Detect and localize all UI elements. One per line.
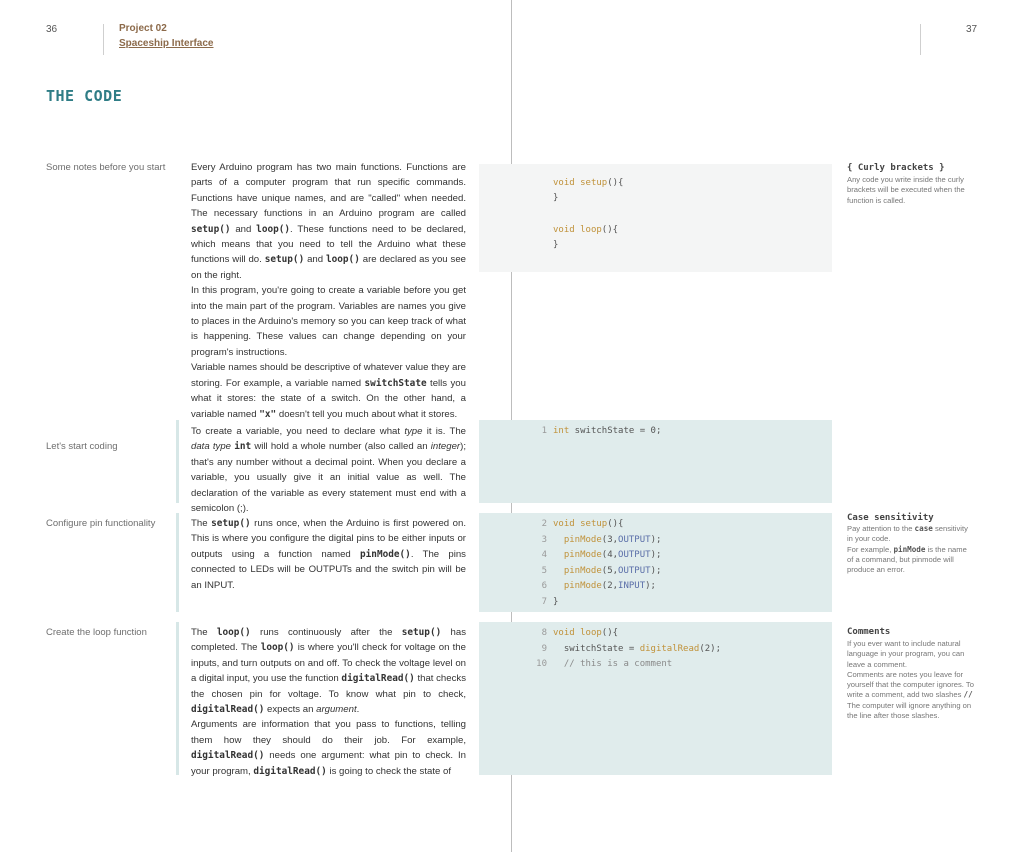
code-token: pinMode <box>563 550 602 560</box>
text-run: and <box>230 223 257 235</box>
inline-code: loop() <box>216 627 251 638</box>
code-token: ); <box>650 550 662 560</box>
side-label-start: Let's start coding <box>46 441 118 452</box>
code-token <box>553 581 564 591</box>
code-token: setup <box>580 519 608 529</box>
inline-code: switchState <box>364 377 427 389</box>
code-token: (3, <box>601 534 619 545</box>
code-token: } <box>553 596 559 607</box>
section-bar-start <box>176 420 179 503</box>
text-run: ); that's any number without a decimal point. When you declare a variable, you usually give it an initial value as well. The declaration of the variable as every statement must end with a semicolon (;). <box>191 441 466 515</box>
text-run: . These functions need to be declared, which means that you need to tell the Arduino what these functions will do. <box>191 223 467 266</box>
text-run: Every Arduino program has two main functions. Functions are parts of a computer program that run specific commands. Functions have unique names, and are "called" when needed. The necessary functions in an Arduino program are called <box>191 162 466 220</box>
note-text-curly <box>847 175 975 206</box>
body-notes <box>191 160 466 422</box>
text-run: is where you'll check for voltage on the inputs, and turn outputs on and off. To check the voltage level on a digital input, you use the function <box>191 642 466 685</box>
code-token: switchState = <box>553 643 640 654</box>
inline-code: // <box>963 690 973 700</box>
text-run: and <box>304 254 326 266</box>
text-run: is going to check the state of <box>326 765 452 777</box>
code-line <box>479 564 832 579</box>
paragraph <box>191 516 466 593</box>
code-token: ); <box>650 534 662 545</box>
inline-code: digitalRead() <box>191 704 265 716</box>
code-token: pinMode <box>563 581 602 591</box>
code-line <box>479 657 832 672</box>
text-run: Pay attention to the <box>847 524 915 533</box>
code-line <box>479 595 832 610</box>
code-line <box>479 642 832 657</box>
code-token: OUTPUT <box>618 565 651 576</box>
code-token: digitalRead <box>639 643 700 654</box>
code-token: pinMode <box>563 565 602 576</box>
line-number: 10 <box>536 659 547 669</box>
section-bar-loop <box>176 622 179 775</box>
text-run: Comments are notes you leave for yourself that the computer ignores. To write a comment, add two slashes <box>847 669 974 700</box>
line-number: 4 <box>541 550 547 560</box>
code-token: (){ <box>601 628 619 638</box>
paragraph <box>191 717 466 779</box>
text-run: doesn't tell you much about what it stores. <box>276 408 458 420</box>
inline-code: "x" <box>259 408 277 420</box>
code-token: void <box>553 225 575 235</box>
code-token: setup <box>580 178 608 188</box>
text-run: will hold a whole number (also called an <box>251 441 431 453</box>
code-line <box>479 191 832 206</box>
header-divider-left <box>103 24 104 55</box>
code-token: OUTPUT <box>618 534 651 545</box>
line-number: 3 <box>541 534 547 545</box>
line-number: 6 <box>541 581 547 591</box>
inline-code: setup() <box>264 254 305 266</box>
text-run: runs once, when the Arduino is first powered on. This is where you configure the digital pins to be either inputs or outputs using a function named <box>191 518 467 560</box>
text-run: integer <box>430 441 461 453</box>
inline-code: pinMode <box>893 544 926 554</box>
line-number: 7 <box>541 596 547 607</box>
text-run: is the name of a command, but pinmode will produce an error. <box>847 544 967 575</box>
inline-code: loop() <box>256 223 291 235</box>
note-text-case <box>847 524 975 575</box>
text-run: it is. The <box>422 426 466 437</box>
inline-code: digitalRead() <box>191 750 265 762</box>
text-run: In this program, you're going to create a variable before you get into the main part of the program. Variables are names you give to places in the Arduino's memory so you can keep track of what is happening. These values can change depending on your program's instructions. <box>191 285 466 358</box>
code-line <box>479 533 832 548</box>
inline-code: loop() <box>260 642 295 654</box>
inline-code: int <box>234 441 252 453</box>
code-token: int <box>553 426 570 436</box>
code-line <box>479 626 832 641</box>
side-label-notes: Some notes before you start <box>46 162 166 173</box>
text-run: expects an <box>264 704 317 716</box>
text-run: The computer will ignore anything on the line after those slashes. <box>847 700 972 721</box>
text-run: needs one argument: what pin to check. In your program, <box>191 750 466 777</box>
text-run: Any code you write inside the curly brackets will be executed when the function is called. <box>847 175 965 205</box>
body-start <box>191 424 466 516</box>
code-token: switchState = 0; <box>569 426 662 436</box>
code-token: ); <box>650 565 662 576</box>
text-run: The <box>191 518 212 529</box>
text-run: The <box>191 627 217 638</box>
code-token: (2); <box>699 643 721 654</box>
text-run: are declared as you see on the right. <box>191 254 466 281</box>
body-pins <box>191 516 466 593</box>
paragraph <box>191 160 466 283</box>
text-run: argument <box>316 704 357 716</box>
code-token: void <box>553 628 575 638</box>
section-bar-pins <box>176 513 179 612</box>
code-line <box>479 579 832 594</box>
inline-code: digitalRead() <box>253 765 327 777</box>
line-number: 1 <box>541 426 547 436</box>
text-run: Arguments are information that you pass to functions, telling them how they should do their job. For example, <box>191 719 466 746</box>
code-token <box>553 566 564 576</box>
code-token: pinMode <box>563 534 602 545</box>
code-line <box>479 223 832 238</box>
code-token: (2, <box>601 581 619 591</box>
inline-code: pinMode() <box>360 548 411 560</box>
text-run: type <box>404 426 423 437</box>
text-run: . <box>356 704 360 716</box>
inline-code: case <box>914 524 933 533</box>
code-token <box>553 535 564 545</box>
code-token: // this is a comment <box>563 659 673 669</box>
code-token: OUTPUT <box>618 550 651 560</box>
project-title: Project 02 <box>119 23 167 34</box>
code-token: ); <box>645 581 656 591</box>
text-run: data type <box>191 441 231 453</box>
code-token <box>553 659 564 669</box>
code-token: (){ <box>607 519 624 529</box>
right-page-number: 37 <box>966 24 978 35</box>
text-run: To create a variable, you need to declare what <box>191 426 405 437</box>
text-run: For example, <box>847 544 894 554</box>
line-number: 9 <box>541 643 547 654</box>
body-loop <box>191 625 466 779</box>
code-token: } <box>553 240 559 250</box>
header-divider-right <box>920 24 921 55</box>
inline-code: setup() <box>401 627 442 638</box>
paragraph <box>191 424 466 516</box>
line-number: 5 <box>541 565 547 576</box>
section-heading: THE CODE <box>46 87 123 105</box>
code-token: loop <box>580 225 602 235</box>
paragraph <box>191 625 466 717</box>
text-run: If you ever want to include natural language in your program, you can leave a comment. <box>847 639 965 669</box>
text-run: Variable names should be descriptive of whatever value they are storing. For example, a variable named <box>191 362 466 389</box>
code-token: } <box>553 193 559 203</box>
project-subtitle[interactable]: Spaceship Interface <box>119 38 214 49</box>
line-number: 2 <box>541 519 547 529</box>
inline-code: setup() <box>191 223 231 235</box>
code-token: (4, <box>601 550 619 560</box>
inline-code: setup() <box>211 518 251 529</box>
text-run: has completed. The <box>191 627 466 654</box>
side-label-pins: Configure pin functionality <box>46 518 156 529</box>
code-token: void <box>553 519 575 529</box>
note-title-case: Case sensitivity <box>847 513 934 523</box>
note-title-curly: { Curly brackets } <box>847 163 945 173</box>
code-token: (5, <box>601 565 619 576</box>
code-line <box>479 238 832 253</box>
inline-code: digitalRead() <box>341 673 415 685</box>
code-token: (){ <box>607 178 624 188</box>
code-line <box>479 424 832 439</box>
text-run: tells you what it stores: the state of a switch. On the other hand, a variable named <box>191 377 466 420</box>
code-token: (){ <box>601 225 619 235</box>
paragraph <box>191 283 466 360</box>
note-title-comments: Comments <box>847 627 891 637</box>
left-page-number: 36 <box>46 24 58 35</box>
text-run: that checks the chosen pin for voltage. To know what pin to check, <box>191 673 466 700</box>
line-number: 8 <box>541 628 547 638</box>
code-line <box>479 517 832 532</box>
note-text-comments <box>847 639 975 721</box>
text-run: runs continuously after the <box>250 627 402 638</box>
code-token <box>553 550 564 560</box>
text-run: . The pins connected to LEDs will be OUTPUTs and the switch pin will be an INPUT. <box>191 548 466 591</box>
inline-code: loop() <box>325 254 360 266</box>
code-line <box>479 176 832 191</box>
code-line <box>479 548 832 563</box>
text-run: sensitivity in your code. <box>847 524 968 544</box>
code-token: INPUT <box>618 581 646 591</box>
code-token: void <box>553 178 575 188</box>
side-label-loop: Create the loop function <box>46 627 147 638</box>
code-token: loop <box>580 628 602 638</box>
paragraph <box>191 360 466 422</box>
